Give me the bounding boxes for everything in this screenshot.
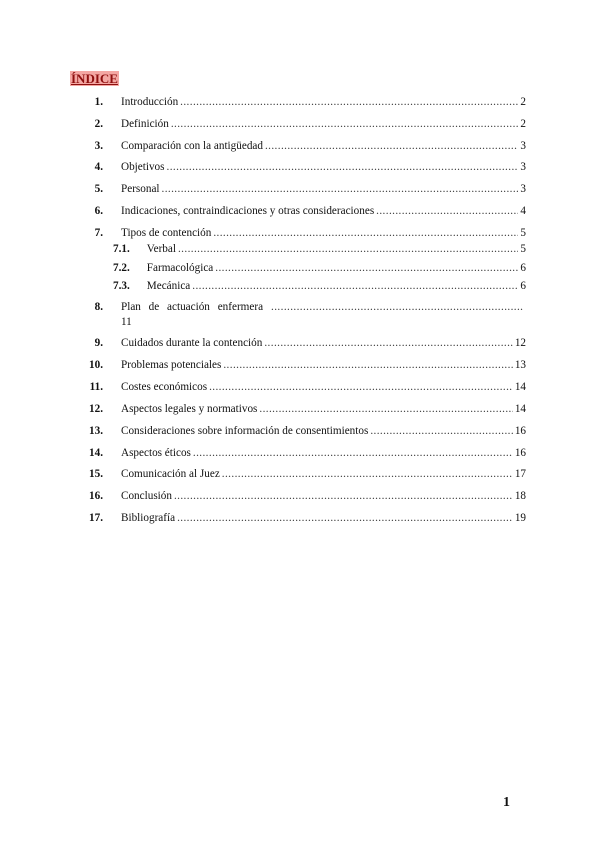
toc-entry-label: Problemas potenciales — [121, 359, 222, 371]
toc-leader-dots — [171, 117, 519, 131]
toc-entry-page: 3 — [520, 140, 526, 152]
toc-entry[interactable] — [80, 300, 526, 314]
toc-leader-dots — [370, 424, 513, 438]
toc-leader-dots — [209, 380, 513, 394]
toc-entry[interactable] — [80, 511, 526, 525]
toc-entry-number: 7. — [94, 227, 103, 239]
toc-entry-page: 4 — [520, 205, 526, 217]
toc-entry[interactable] — [80, 117, 526, 131]
toc-entry-number: 12. — [89, 403, 103, 415]
toc-entry-label: Comparación con la antigüedad — [121, 140, 263, 152]
toc-entry-number: 7.3. — [113, 280, 130, 292]
toc-subentry[interactable] — [113, 279, 526, 293]
toc-entry-number: 1. — [94, 96, 103, 108]
toc-entry-number: 14. — [89, 447, 103, 459]
toc-leader-dots — [376, 204, 518, 218]
toc-entry-number: 4. — [94, 161, 103, 173]
toc-entry-number: 2. — [94, 118, 103, 130]
toc-entry[interactable] — [80, 226, 526, 240]
toc-leader-dots — [193, 446, 513, 460]
toc-entry-label: Aspectos legales y normativos — [121, 403, 258, 415]
toc-entry-page: 11 — [121, 316, 132, 328]
toc-entry[interactable] — [80, 358, 526, 372]
toc-entry-number: 7.2. — [113, 262, 130, 274]
toc-entry[interactable] — [80, 467, 526, 481]
toc-entry[interactable] — [80, 446, 526, 460]
toc-entry[interactable] — [80, 160, 526, 174]
toc-entry-page: 6 — [520, 280, 526, 292]
toc-entry[interactable] — [80, 95, 526, 109]
toc-entry-page: 19 — [514, 512, 526, 524]
toc-entry-label: Consideraciones sobre información de consentimientos — [121, 425, 369, 437]
toc-entry[interactable] — [80, 182, 526, 196]
toc-entry-label: Farmacológica — [146, 262, 214, 274]
toc-subentry[interactable] — [113, 261, 526, 275]
toc-entry-number: 3. — [94, 140, 103, 152]
toc-entry-label: Cuidados durante la contención — [121, 337, 263, 349]
toc-entry-number: 10. — [89, 359, 103, 371]
toc-entry-page: 16 — [514, 425, 526, 437]
toc-entry-number: 11. — [89, 381, 103, 393]
toc-leader-dots — [215, 261, 518, 275]
toc-entry[interactable] — [80, 424, 526, 438]
toc-entry-page: 2 — [520, 96, 526, 108]
toc-leader-dots — [167, 160, 519, 174]
toc-entry-page: 6 — [520, 262, 526, 274]
toc-entry-number: 15. — [89, 468, 103, 480]
toc-entry-label: Conclusión — [121, 490, 172, 502]
toc-entry-number: 6. — [94, 205, 103, 217]
toc-entry-label: Introducción — [121, 96, 179, 108]
toc-entry-label: Verbal — [146, 243, 176, 255]
toc-entry-page: 5 — [520, 227, 526, 239]
toc-entry-page: 5 — [520, 243, 526, 255]
toc-entry[interactable] — [80, 139, 526, 153]
toc-entry[interactable] — [80, 380, 526, 394]
toc-entry-label: Costes económicos — [121, 381, 208, 393]
toc-title: ÍNDICE — [71, 71, 118, 86]
toc-entry[interactable] — [80, 489, 526, 503]
toc-entry-number: 16. — [89, 490, 103, 502]
toc-entry-page: 12 — [514, 337, 526, 349]
toc-entry-page: 3 — [520, 183, 526, 195]
toc-entry-number: 13. — [89, 425, 103, 437]
toc-entry-page: 14 — [514, 403, 526, 415]
toc-entry-page: 18 — [514, 490, 526, 502]
page-number: 1 — [503, 795, 510, 810]
toc-entry-number: 7.1. — [113, 243, 130, 255]
toc-leader-dots — [222, 467, 513, 481]
toc-entry-number: 17. — [89, 512, 103, 524]
toc-leader-dots — [213, 226, 518, 240]
toc-entry-page: 16 — [514, 447, 526, 459]
toc-leader-dots — [264, 336, 512, 350]
toc-leader-dots — [174, 489, 513, 503]
toc-entry[interactable] — [80, 402, 526, 416]
toc-leader-dots — [265, 139, 518, 153]
toc-entry[interactable] — [80, 336, 526, 350]
toc-subentry[interactable] — [113, 242, 526, 256]
toc-entry-label: Aspectos éticos — [121, 447, 191, 459]
toc-leader-dots — [177, 511, 513, 525]
toc-leader-dots — [223, 358, 512, 372]
toc-entry-label: Objetivos — [121, 161, 165, 173]
toc-entry-label: Tipos de contención — [121, 227, 212, 239]
toc-entry-page: 3 — [520, 161, 526, 173]
toc-leader-dots — [180, 95, 518, 109]
toc-entry-page: 14 — [514, 381, 526, 393]
toc-leader-dots — [259, 402, 512, 416]
toc-leader-dots — [192, 279, 518, 293]
toc-entry-number: 5. — [94, 183, 103, 195]
toc-leader-dots — [178, 242, 518, 256]
toc-entry[interactable] — [80, 204, 526, 218]
toc-entry-label: Definición — [121, 118, 169, 130]
toc-entry-number: 8. — [94, 301, 103, 313]
toc-entry-label: Plan de actuación enfermera — [121, 301, 264, 313]
toc-entry-page: 17 — [514, 468, 526, 480]
toc-entry-label: Mecánica — [146, 280, 191, 292]
toc-entry-label: Bibliografía — [121, 512, 176, 524]
toc-leader-dots — [162, 182, 519, 196]
toc-leader-dots — [271, 300, 524, 314]
toc-entry-label: Indicaciones, contraindicaciones y otras consideraciones — [121, 205, 375, 217]
toc-entry-page: 13 — [514, 359, 526, 371]
toc-entry-number: 9. — [94, 337, 103, 349]
toc-entry-page: 2 — [520, 118, 526, 130]
toc-entry-label: Comunicación al Juez — [121, 468, 220, 480]
toc-entry-label: Personal — [121, 183, 160, 195]
